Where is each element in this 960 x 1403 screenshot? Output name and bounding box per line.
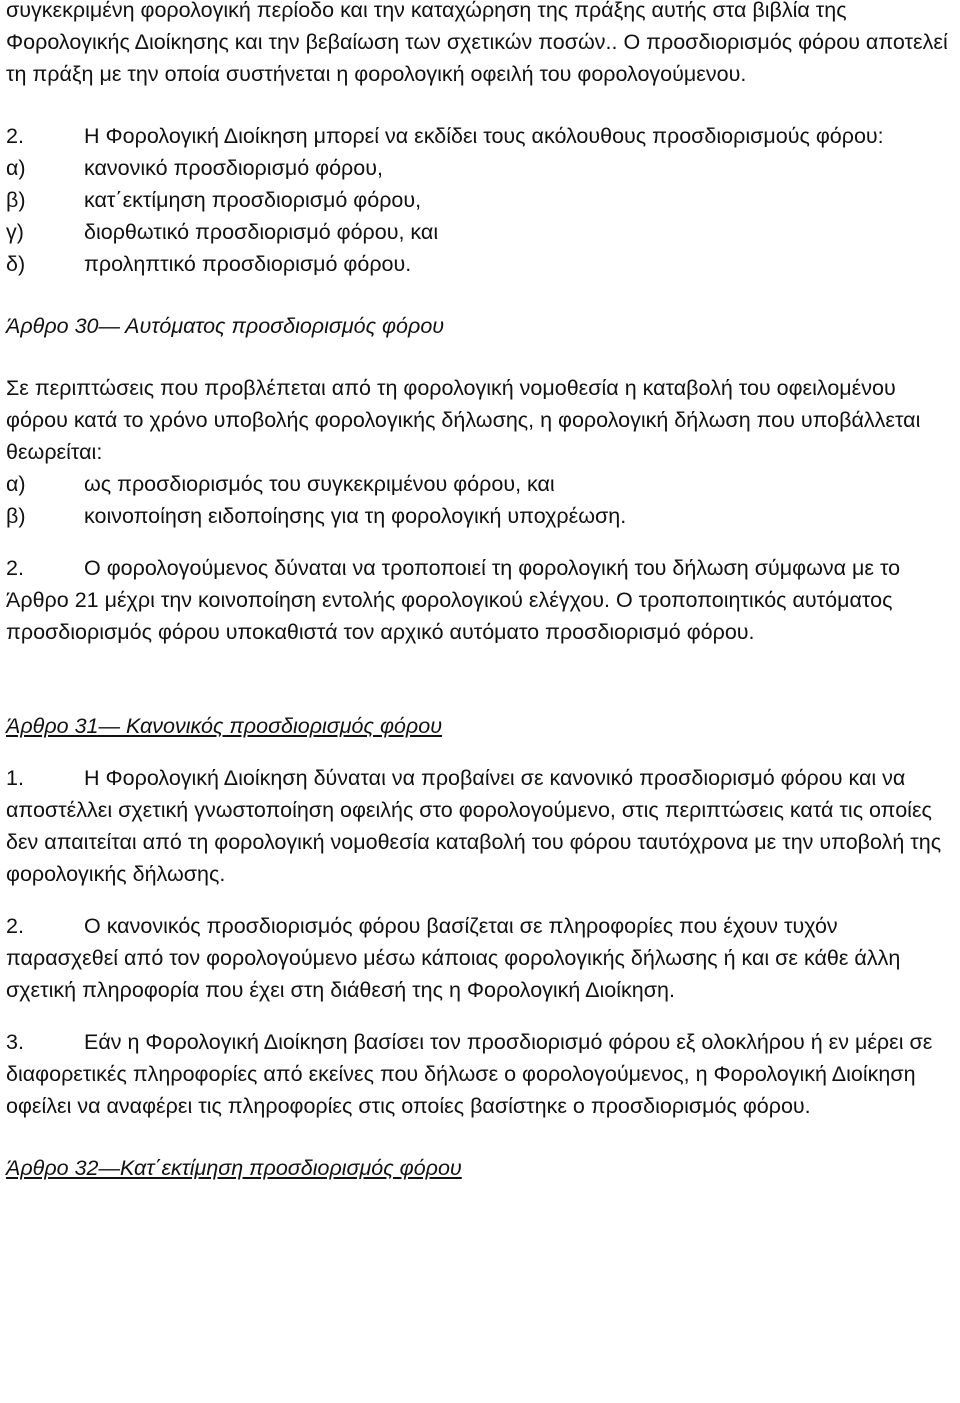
paragraph-text: Ο κανονικός προσδιορισμός φόρου βασίζεται σε πληροφορίες που έχουν τυχόν παρασχεθεί από τον φορολογούμενο μέσω κάποιας φορολογικής δήλωσης ή και σε κάθε άλλη σχετική πληροφορία που έχει στη διάθεσή της η Φορολογική Διοίκηση. [6,914,901,1002]
list-item-text: διορθωτικό προσδιορισμό φόρου, και [84,220,439,244]
list-item-label: β) [6,504,26,528]
article-31-paragraph-1 [6,762,948,890]
article-30-paragraph-1: Σε περιπτώσεις που προβλέπεται από τη φορολογική νομοθεσία η καταβολή του οφειλομένου φόρου κατά το χρόνο υποβολής φορολογικής δήλωσης, η φορολογική δήλωση που υποβάλλεται θεωρείται: [6,376,921,464]
paragraph-text: Η Φορολογική Διοίκηση μπορεί να εκδίδει τους ακόλουθους προσδιορισμούς φόρου: [84,124,884,148]
list-item [6,500,948,532]
list-item-text: ως προσδιορισμός του συγκεκριμένου φόρου, και [84,472,555,496]
list-item-text: κανονικό προσδιορισμό φόρου, [84,156,383,180]
list-item-label: γ) [6,220,24,244]
paragraph-number: 3. [6,1030,24,1054]
paragraph-text: Ο φορολογούμενος δύναται να τροποποιεί τη φορολογική του δήλωση σύμφωνα με το Άρθρο 21 μέχρι την κοινοποίηση εντολής φορολογικού ελέγχου. Ο τροποποιητικός αυτόματος προσδιορισμός φόρου υποκαθιστά τον αρχικό αυτόματο προσδιορισμό φόρου. [6,556,901,644]
paragraph-number: 2. [6,914,24,938]
list-item [6,248,948,280]
list-item-text: προληπτικό προσδιορισμό φόρου. [84,252,412,276]
paragraph-number: 2. [6,556,24,580]
article-31-heading: Άρθρο 31— Κανονικός προσδιορισμός φόρου [6,714,443,738]
article-31-paragraph-2 [6,910,948,1006]
list-item [6,216,948,248]
article-30-paragraph-2 [6,552,948,648]
paragraph-number: 1. [6,766,24,790]
article-30-heading: Άρθρο 30— Αυτόματος προσδιορισμός φόρου [6,314,445,338]
list-item-text: κατ΄εκτίμηση προσδιορισμό φόρου, [84,188,422,212]
list-item-label: δ) [6,252,26,276]
paragraph-2 [6,120,948,152]
paragraph-text: Η Φορολογική Διοίκηση δύναται να προβαίνει σε κανονικό προσδιορισμό φόρου και να αποστέλλει σχετική γνωστοποίηση οφειλής στο φορολογούμενο, στις περιπτώσεις κατά τις οποίες δεν απαιτείται από τη φορολογική νομοθεσία καταβολή του φόρου ταυτόχρονα με την υποβολή της φορολογικής δήλωσης. [6,766,942,886]
list-item [6,184,948,216]
paragraph-text: Εάν η Φορολογική Διοίκηση βασίσει τον προσδιορισμό φόρου εξ ολοκλήρου ή εν μέρει σε διαφορετικές πληροφορίες από εκείνες που δήλωσε ο φορολογούμενος, η Φορολογική Διοίκηση οφείλει να αναφέρει τις πληροφορίες στις οποίες βασίστηκε ο προσδιορισμός φόρου. [6,1030,933,1118]
list-item [6,468,948,500]
list-item-label: β) [6,188,26,212]
list-item-label: α) [6,472,26,496]
paragraph-number: 2. [6,124,24,148]
article-31-paragraph-3 [6,1026,948,1122]
list-item-text: κοινοποίηση ειδοποίησης για τη φορολογική υποχρέωση. [84,504,627,528]
article-32-heading: Άρθρο 32—Κατ΄εκτίμηση προσδιορισμός φόρου [6,1156,462,1180]
intro-paragraph: συγκεκριμένη φορολογική περίοδο και την καταχώρηση της πράξης αυτής στα βιβλία της Φορολογικής Διοίκησης και την βεβαίωση των σχετικών ποσών.. Ο προσδιορισμός φόρου αποτελεί τη πράξη με την οποία συστήνεται η φορολογική οφειλή του φορολογούμενου. [6,0,948,86]
list-item-label: α) [6,156,26,180]
list-item [6,152,948,184]
